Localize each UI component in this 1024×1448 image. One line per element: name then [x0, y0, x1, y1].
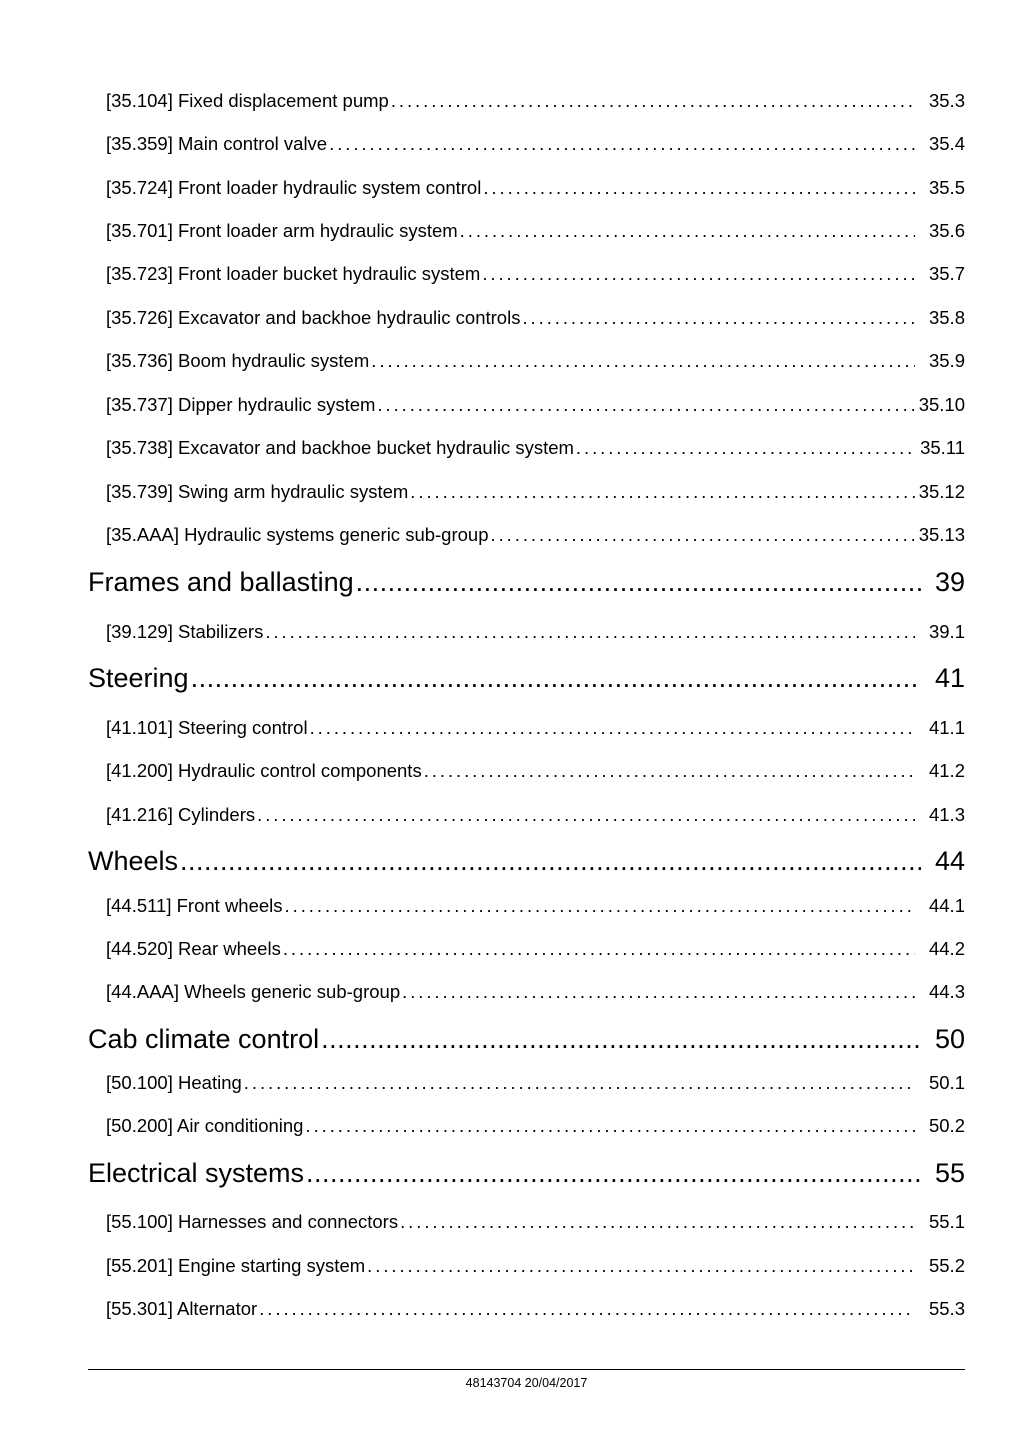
dot-leader — [356, 567, 921, 598]
dot-leader — [491, 524, 915, 546]
toc-entry-page: 39.1 — [928, 621, 965, 642]
toc-section-page: 44 — [934, 846, 965, 876]
toc-entry[interactable] — [106, 981, 965, 1003]
dot-leader — [306, 1158, 921, 1189]
toc-entry[interactable] — [106, 350, 965, 372]
toc-entry-title: [41.200] Hydraulic control components — [106, 760, 422, 781]
toc-entry-page: 44.1 — [928, 895, 965, 916]
dot-leader — [410, 481, 915, 503]
toc-entry-title: [55.201] Engine starting system — [106, 1255, 366, 1276]
dot-leader — [402, 981, 915, 1003]
toc-section-page: 41 — [934, 663, 965, 693]
toc-entry-page: 44.3 — [928, 981, 965, 1002]
toc-entry-page: 50.1 — [928, 1072, 965, 1093]
toc-entry[interactable] — [106, 437, 965, 459]
dot-leader — [522, 307, 915, 329]
dot-leader — [305, 1115, 915, 1137]
toc-entry[interactable] — [106, 760, 965, 782]
toc-entry-title: [44.520] Rear wheels — [106, 938, 281, 959]
footer-divider — [88, 1369, 965, 1370]
toc-entry-page: 41.2 — [928, 760, 965, 781]
toc-entry-title: [41.216] Cylinders — [106, 804, 256, 825]
toc-entry[interactable] — [106, 1298, 965, 1320]
dot-leader — [367, 1255, 915, 1277]
footer-document-id: 48143704 20/04/2017 — [465, 1376, 588, 1390]
dot-leader — [285, 895, 915, 917]
toc-entry-page: 55.3 — [928, 1298, 965, 1319]
toc-entry[interactable] — [106, 1115, 965, 1137]
toc-entry[interactable] — [106, 481, 965, 503]
toc-section[interactable] — [88, 1024, 965, 1055]
toc-entry-title: [35.736] Boom hydraulic system — [106, 350, 370, 371]
dot-leader — [371, 350, 915, 372]
toc-entry[interactable] — [106, 621, 965, 643]
toc-entry-title: [35.104] Fixed displacement pump — [106, 90, 389, 111]
toc-entry-page: 35.5 — [928, 177, 965, 198]
dot-leader — [391, 90, 915, 112]
dot-leader — [244, 1072, 915, 1094]
toc-entry-page: 35.12 — [918, 481, 965, 502]
dot-leader — [483, 177, 915, 199]
toc-section-title: Frames and ballasting — [88, 567, 354, 597]
dot-leader — [482, 263, 915, 285]
toc-entry[interactable] — [106, 90, 965, 112]
toc-entry-title: [35.724] Front loader hydraulic system control — [106, 177, 482, 198]
dot-leader — [259, 1298, 915, 1320]
toc-entry-page: 35.6 — [928, 220, 965, 241]
toc-entry-page: 44.2 — [928, 938, 965, 959]
toc-entry[interactable] — [106, 394, 965, 416]
toc-section-title: Steering — [88, 663, 189, 693]
toc-entry-page: 35.3 — [928, 90, 965, 111]
dot-leader — [377, 394, 915, 416]
toc-entry[interactable] — [106, 524, 965, 546]
toc-entry[interactable] — [106, 895, 965, 917]
toc-section-title: Cab climate control — [88, 1024, 320, 1054]
toc-entry[interactable] — [106, 804, 965, 826]
toc-entry-title: [41.101] Steering control — [106, 717, 308, 738]
toc-entry-page: 41.3 — [928, 804, 965, 825]
toc-entry-page: 41.1 — [928, 717, 965, 738]
dot-leader — [191, 663, 921, 694]
toc-section-title: Electrical systems — [88, 1158, 305, 1188]
toc-entry-page: 50.2 — [928, 1115, 965, 1136]
toc-section[interactable] — [88, 663, 965, 694]
toc-entry[interactable] — [106, 263, 965, 285]
toc-entry-title: [39.129] Stabilizers — [106, 621, 264, 642]
toc-entry-page: 35.11 — [920, 437, 965, 458]
toc-section-page: 55 — [934, 1158, 965, 1188]
dot-leader — [257, 804, 915, 826]
toc-entry[interactable] — [106, 1211, 965, 1233]
toc-entry[interactable] — [106, 133, 965, 155]
toc-entry[interactable] — [106, 307, 965, 329]
toc-section-title: Wheels — [88, 846, 179, 876]
toc-entry-title: [35.359] Main control valve — [106, 133, 328, 154]
toc-entry-title: [35.738] Excavator and backhoe bucket hydraulic system — [106, 437, 574, 458]
toc-entry[interactable] — [106, 938, 965, 960]
dot-leader — [265, 621, 915, 643]
toc-entry-page: 35.9 — [928, 350, 965, 371]
toc-entry-page: 55.2 — [928, 1255, 965, 1276]
dot-leader — [576, 437, 915, 459]
toc-entry-title: [50.200] Air conditioning — [106, 1115, 304, 1136]
toc-section-page: 50 — [934, 1024, 965, 1054]
toc-section[interactable] — [88, 846, 965, 877]
toc-entry-title: [55.100] Harnesses and connectors — [106, 1211, 399, 1232]
toc-entry-title: [44.AAA] Wheels generic sub-group — [106, 981, 401, 1002]
toc-entry-page: 55.1 — [928, 1211, 965, 1232]
toc-section[interactable] — [88, 1158, 965, 1189]
toc-entry-page: 35.4 — [928, 133, 965, 154]
toc-entry-page: 35.13 — [918, 524, 965, 545]
dot-leader — [424, 760, 915, 782]
toc-entry[interactable] — [106, 1255, 965, 1277]
toc-entry[interactable] — [106, 177, 965, 199]
toc-entry-title: [50.100] Heating — [106, 1072, 242, 1093]
dot-leader — [180, 846, 921, 877]
toc-entry[interactable] — [106, 717, 965, 739]
toc-section-page: 39 — [934, 567, 965, 597]
toc-entry-page: 35.7 — [928, 263, 965, 284]
toc-entry-page: 35.8 — [928, 307, 965, 328]
dot-leader — [460, 220, 915, 242]
toc-entry-title: [35.737] Dipper hydraulic system — [106, 394, 376, 415]
toc-entry-title: [35.726] Excavator and backhoe hydraulic controls — [106, 307, 521, 328]
toc-entry-title: [35.739] Swing arm hydraulic system — [106, 481, 409, 502]
toc-entry-title: [55.301] Alternator — [106, 1298, 258, 1319]
dot-leader — [329, 133, 915, 155]
toc-entry[interactable] — [106, 220, 965, 242]
toc-section[interactable] — [88, 567, 965, 598]
toc-entry[interactable] — [106, 1072, 965, 1094]
toc-entry-page: 35.10 — [918, 394, 965, 415]
dot-leader — [283, 938, 915, 960]
dot-leader — [310, 717, 915, 739]
toc-entry-title: [44.511] Front wheels — [106, 895, 283, 916]
toc-entry-title: [35.723] Front loader bucket hydraulic system — [106, 263, 481, 284]
toc-entry-title: [35.AAA] Hydraulic systems generic sub-group — [106, 524, 489, 545]
dot-leader — [400, 1211, 915, 1233]
dot-leader — [321, 1024, 921, 1055]
toc-entry-title: [35.701] Front loader arm hydraulic system — [106, 220, 458, 241]
